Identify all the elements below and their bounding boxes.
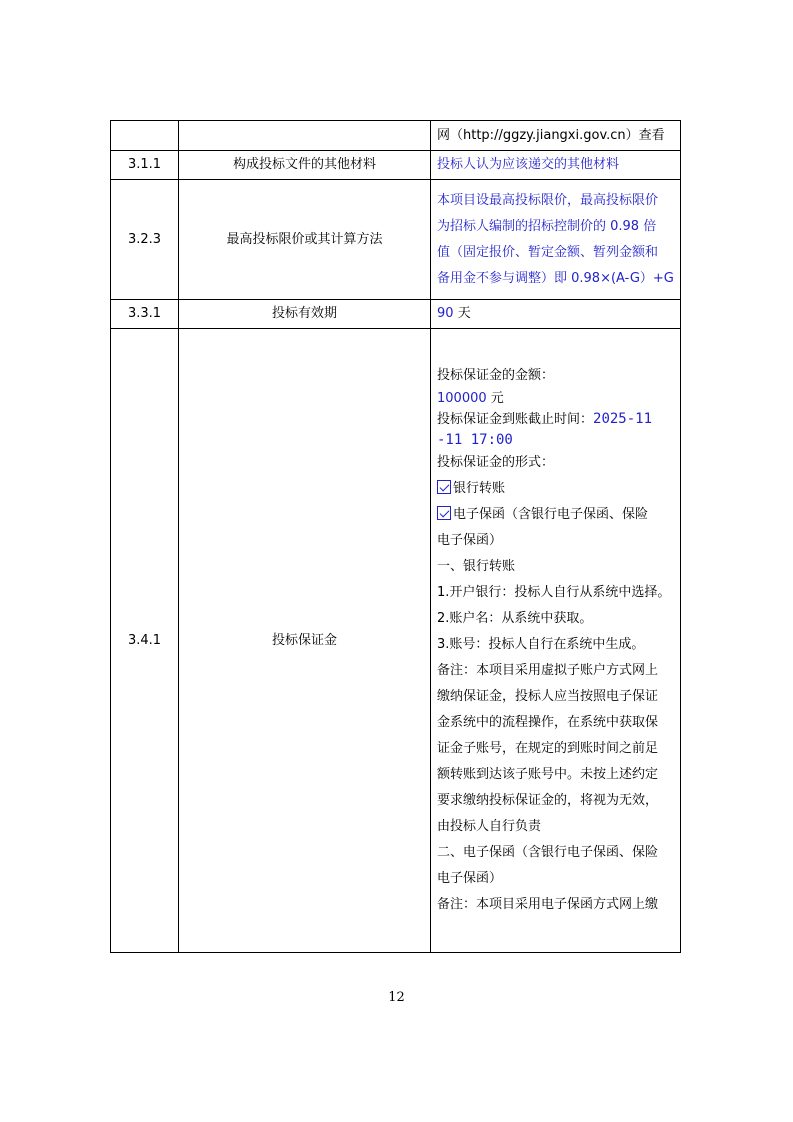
- clause-content: [431, 151, 681, 180]
- remark-line: 缴纳保证金，投标人应当按照电子保证: [437, 689, 659, 704]
- deposit-deadline-value: 2025-11: [593, 411, 653, 427]
- bank-info-line: 1.开户银行：投标人自行从系统中选择。: [437, 585, 671, 600]
- table-row: [111, 300, 681, 329]
- content-line: 本项目设最高投标限价，最高投标限价: [437, 192, 659, 208]
- deposit-amount-unit: 元: [490, 391, 504, 406]
- deposit-amount-value: 100000: [437, 391, 487, 406]
- bank-info-line: 3.账号：投标人自行在系统中生成。: [437, 637, 645, 652]
- validity-days-unit: 天: [457, 306, 471, 321]
- checked-box-icon[interactable]: [437, 480, 451, 494]
- bank-info-line: 2.账户名：从系统中获取。: [437, 611, 593, 626]
- table-row: [111, 180, 681, 300]
- remark-line: 额转账到达该子账号中。未按上述约定: [437, 767, 659, 782]
- clause-number: 3.4.1: [111, 329, 179, 953]
- remark-line: 备注：本项目采用电子保函方式网上缴: [437, 897, 659, 912]
- remark-line: 备注：本项目采用虚拟子账户方式网上: [437, 663, 659, 678]
- section-title-cont: 电子保函）: [437, 871, 503, 886]
- remark-line: 证金子账号，在规定的到账时间之前足: [437, 741, 659, 756]
- section-title: 一、银行转账: [437, 559, 516, 574]
- clause-content: [431, 121, 681, 151]
- clause-number: 3.1.1: [111, 151, 179, 180]
- table-row: [111, 121, 681, 151]
- remark-line: 金系统中的流程操作，在系统中获取保: [437, 715, 659, 730]
- content-line: 值（固定报价、暂定金额、暂列金额和: [437, 244, 659, 260]
- validity-days-value: 90: [437, 306, 454, 321]
- bid-data-table: [110, 120, 681, 953]
- deposit-deadline-value-cont: -11 17:00: [437, 432, 513, 448]
- clause-item: [179, 121, 431, 151]
- clause-content: [431, 329, 681, 953]
- deposit-deadline-label: 投标保证金到账截止时间：: [437, 412, 594, 427]
- page-number: 12: [388, 990, 405, 1005]
- remark-line: 要求缴纳投标保证金的，将视为无效，: [437, 793, 659, 808]
- content-line: 备用金不参与调整）即 0.98×(A-G）+G: [437, 270, 674, 286]
- deposit-amount-label: 投标保证金的金额：: [437, 368, 555, 383]
- clause-content: [431, 180, 681, 300]
- checked-box-icon[interactable]: [437, 506, 451, 520]
- table-row: [111, 151, 681, 180]
- clause-item: 投标有效期: [179, 300, 431, 329]
- deposit-form-label: 投标保证金的形式：: [437, 455, 555, 470]
- clause-item: 构成投标文件的其他材料: [179, 151, 431, 180]
- option-bank-transfer: 银行转账: [453, 481, 506, 496]
- clause-number: [111, 121, 179, 151]
- remark-line: 由投标人自行负责: [437, 819, 542, 834]
- content-line: 投标人认为应该递交的其他材料: [437, 157, 620, 172]
- clause-number: 3.3.1: [111, 300, 179, 329]
- table-row: [111, 329, 681, 953]
- clause-number: 3.2.3: [111, 180, 179, 300]
- section-title: 二、电子保函（含银行电子保函、保险: [437, 845, 659, 860]
- clause-item: 最高投标限价或其计算方法: [179, 180, 431, 300]
- clause-content: [431, 300, 681, 329]
- option-electronic-guarantee-cont: 电子保函）: [437, 533, 503, 548]
- content-line: 网（http://ggzy.jiangxi.gov.cn）查看: [437, 127, 665, 143]
- option-electronic-guarantee: 电子保函（含银行电子保函、保险: [453, 507, 649, 522]
- clause-item: 投标保证金: [179, 329, 431, 953]
- content-line: 为招标人编制的招标控制价的 0.98 倍: [437, 218, 657, 234]
